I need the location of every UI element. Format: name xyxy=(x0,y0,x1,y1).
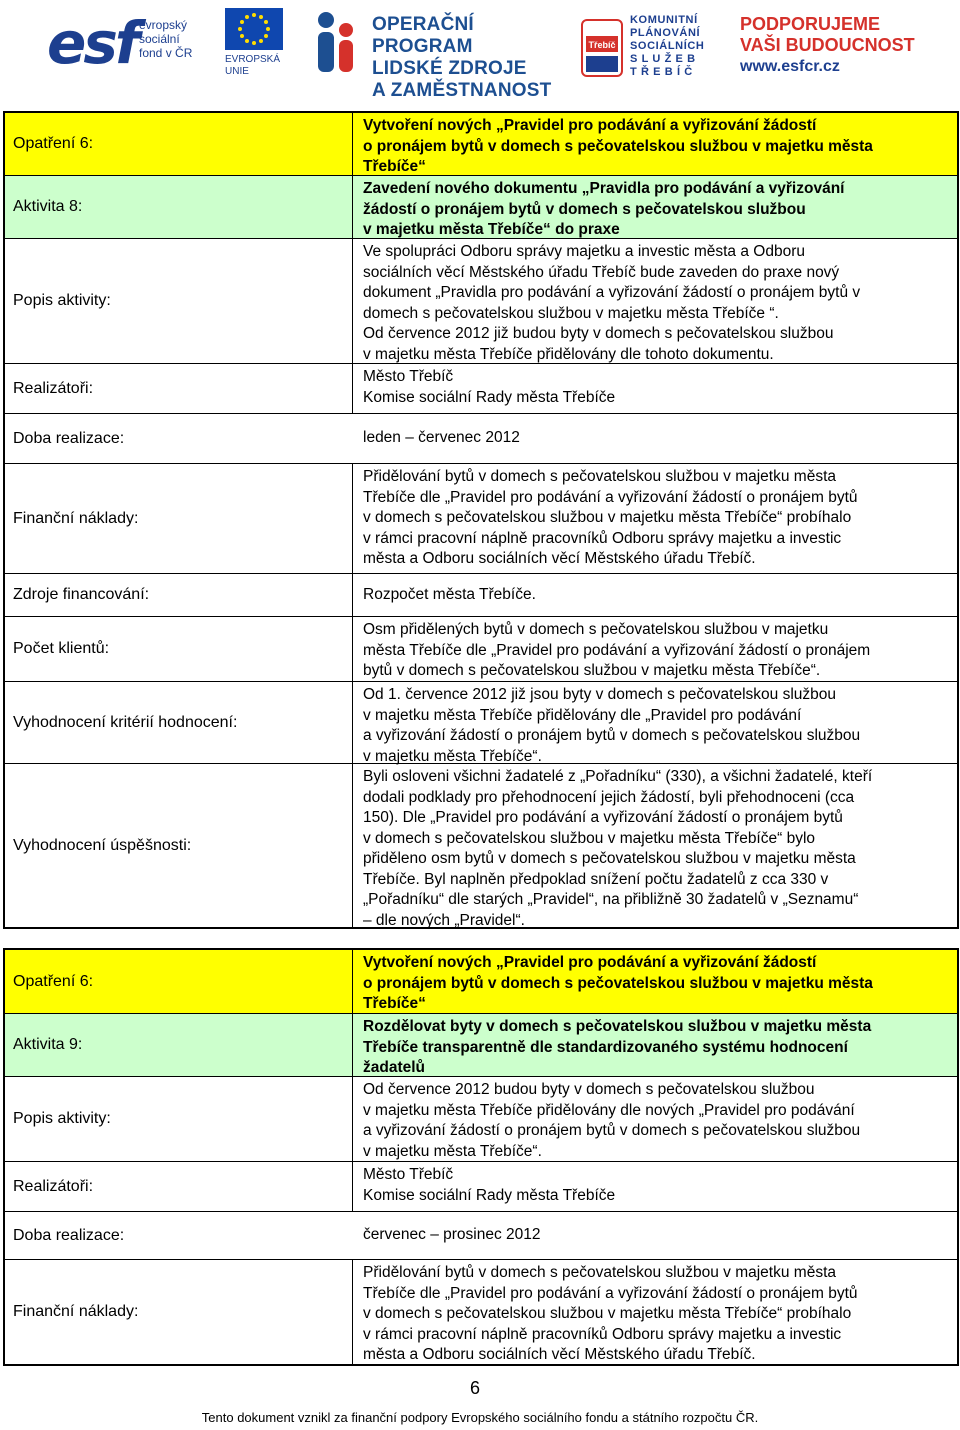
uspesnosti-label: Vyhodnocení úspěšnosti: xyxy=(3,764,353,927)
eu-star-icon xyxy=(252,41,256,45)
doba-value: červenec – prosinec 2012 xyxy=(353,1212,959,1259)
slogan-line2: VAŠI BUDOUCNOST xyxy=(740,35,915,55)
esfcr-link[interactable]: www.esfcr.cz xyxy=(740,58,840,75)
uspesnosti-value: Byli osloveni všichni žadatelé z „Pořadníku“ (330), a všichni žadatelé, kteří dodali podklady pro přehodnocení jejich žádostí, byli přehodnoceni (cca 150). Dle „Pravidel pro podávání a vyřizování žádostí o pronájem bytů v domech s pečovatelskou službou v majetku města Třebíče“ bylo přiděleno osm bytů v domech s pečovatelskou službou v majetku města Třebíče. Byl naplněn předpoklad snížení počtu žadatelů z cca 330 v „Pořadníku“ dle starých „Pravidel“, na přibližně 30 žadatelů v „Seznamu“ – dle nových „Pravidel“. xyxy=(353,764,959,927)
aktivita-label: Aktivita 8: xyxy=(3,176,353,238)
activity-table-8 xyxy=(3,111,959,929)
esf-logo xyxy=(47,6,287,84)
table-row-uspesnosti xyxy=(3,764,959,929)
trebic-badge-icon xyxy=(580,18,624,78)
eu-star-icon xyxy=(259,15,263,19)
doba-value: leden – červenec 2012 xyxy=(353,414,959,463)
eu-star-icon xyxy=(240,20,244,24)
page-number: 6 xyxy=(470,1378,481,1398)
esf-logo-letters: esf xyxy=(47,9,138,77)
eu-star-icon xyxy=(240,34,244,38)
slogan-line1: PODPORUJEME xyxy=(740,14,881,34)
popis-value: Ve spolupráci Odboru správy majetku a investic města a Odboru sociálních věcí Městského úřadu Třebíč bude zaveden do praxe nový dokument „Pravidla pro podávání a vyřizování žádostí o pronájem bytů v domech s pečovatelskou službou v majetku města Třebíče “. Od července 2012 již budou byty v domech s pečovatelskou službou v majetku města Třebíče přidělovány dle tohoto dokumentu. xyxy=(353,239,959,363)
naklady-value: Přidělování bytů v domech s pečovatelskou službou v majetku města Třebíče dle „Pravidel pro podávání a vyřizování žádostí o pronájem bytů v domech s pečovatelskou službou v majetku města Třebíče“ probíhalo v rámci pracovní náplně pracovníků Odboru správy majetku a investic města a Odboru sociálních věcí Městského úřadu Třebíč. xyxy=(353,464,959,573)
opatreni-label: Opatření 6: xyxy=(3,113,353,175)
klientu-value: Osm přidělených bytů v domech s pečovatelskou službou v majetku města Třebíče dle „Pravidel pro podávání a vyřizování žádostí o pronájem bytů v domech s pečovatelskou službou v majetku města Třebíče“. xyxy=(353,617,959,681)
eu-logo-text: EVROPSKÁ UNIE xyxy=(225,54,281,77)
realizatori-value: Město Třebíč Komise sociální Rady města Třebíče xyxy=(353,1162,959,1211)
table-row-naklady xyxy=(3,1260,959,1366)
eu-flag-icon xyxy=(225,8,283,50)
naklady-value: Přidělování bytů v domech s pečovatelskou službou v majetku města Třebíče dle „Pravidel pro podávání a vyřizování žádostí o pronájem bytů v domech s pečovatelskou službou v majetku města Třebíče“ probíhalo v rámci pracovní náplně pracovníků Odboru správy majetku a investic města a Odboru sociálních věcí Městského úřadu Třebíč. xyxy=(353,1260,959,1364)
naklady-label: Finanční náklady: xyxy=(3,1260,353,1364)
table-row-realizatori xyxy=(3,1162,959,1212)
esf-logo-text: evropský sociální fond v ČR xyxy=(139,18,193,60)
table-row-zdroje xyxy=(3,574,959,617)
svg-text:Třebíč: Třebíč xyxy=(588,40,616,50)
popis-value: Od července 2012 budou byty v domech s pečovatelskou službou v majetku města Třebíče přidělovány dle nových „Pravidel pro podávání a vyřizování žádostí o pronájem bytů v domech s pečovatelskou službou v majetku města Třebíče“. xyxy=(353,1077,959,1161)
table-row-popis xyxy=(3,239,959,364)
opatreni-label: Opatření 6: xyxy=(3,950,353,1013)
doba-label: Doba realizace: xyxy=(3,1212,353,1259)
op-logo-text: OPERAČNÍ PROGRAM LIDSKÉ ZDROJE A ZAMĚSTNANOST xyxy=(372,14,552,101)
activity-table-9 xyxy=(3,948,959,1366)
kriterii-value: Od 1. července 2012 již jsou byty v domech s pečovatelskou službou v majetku města Třebíče přidělovány dle „Pravidel pro podávání a vyřizování žádostí o pronájem bytů v domech s pečovatelskou službou v majetku města Třebíče“. xyxy=(353,682,959,763)
klientu-label: Počet klientů: xyxy=(3,617,353,681)
eu-star-icon xyxy=(252,13,256,17)
eu-star-icon xyxy=(238,27,242,31)
aktivita-value: Rozdělovat byty v domech s pečovatelskou službou v majetku města Třebíče transparentně dle standardizovaného systému hodnocení žadatelů xyxy=(353,1014,959,1076)
zdroje-label: Zdroje financování: xyxy=(3,574,353,616)
table-row-popis xyxy=(3,1077,959,1162)
table-row-naklady xyxy=(3,464,959,574)
table-row-aktivita xyxy=(3,176,959,239)
realizatori-label: Realizátoři: xyxy=(3,364,353,413)
table-row-klientu xyxy=(3,617,959,682)
table-row-aktivita xyxy=(3,1014,959,1077)
opatreni-value: Vytvoření nových „Pravidel pro podávání a vyřizování žádostí o pronájem bytů v domech s pečovatelskou službou v majetku města Třebíče“ xyxy=(353,950,959,1013)
table-row-realizatori xyxy=(3,364,959,414)
realizatori-label: Realizátoři: xyxy=(3,1162,353,1211)
kpss-logo xyxy=(580,12,730,84)
eu-star-icon xyxy=(266,27,270,31)
podporujeme-logo xyxy=(740,14,950,84)
op-lzz-logo xyxy=(312,6,562,101)
table-row-kriterii xyxy=(3,682,959,764)
table-row-opatreni xyxy=(3,948,959,1014)
realizatori-value: Město Třebíč Komise sociální Rady města Třebíče xyxy=(353,364,959,413)
zdroje-value: Rozpočet města Třebíče. xyxy=(353,574,959,616)
table-row-doba xyxy=(3,414,959,464)
table-row-doba xyxy=(3,1212,959,1260)
popis-label: Popis aktivity: xyxy=(3,239,353,363)
logo-header xyxy=(0,0,960,101)
naklady-label: Finanční náklady: xyxy=(3,464,353,573)
op-people-icon xyxy=(312,8,360,78)
popis-label: Popis aktivity: xyxy=(3,1077,353,1161)
aktivita-label: Aktivita 9: xyxy=(3,1014,353,1076)
opatreni-value: Vytvoření nových „Pravidel pro podávání a vyřizování žádostí o pronájem bytů v domech s pečovatelskou službou v majetku města Třebíče“ xyxy=(353,113,959,175)
kriterii-label: Vyhodnocení kritérií hodnocení: xyxy=(3,682,353,763)
eu-star-icon xyxy=(245,15,249,19)
kpss-logo-text: KOMUNITNÍ PLÁNOVÁNÍ SOCIÁLNÍCH S L U Ž E B T Ř E B Í Č xyxy=(630,14,705,78)
eu-star-icon xyxy=(264,34,268,38)
aktivita-value: Zavedení nového dokumentu „Pravidla pro podávání a vyřizování žádostí o pronájem bytů v domech s pečovatelskou službou v majetku města Třebíče“ do praxe xyxy=(353,176,959,238)
eu-star-icon xyxy=(245,39,249,43)
eu-star-icon xyxy=(259,39,263,43)
eu-star-icon xyxy=(264,20,268,24)
footer-text: Tento dokument vznikl za finanční podpory Evropského sociálního fondu a státního rozpočtu ČR. xyxy=(201,1410,759,1425)
doba-label: Doba realizace: xyxy=(3,414,353,463)
table-row-opatreni xyxy=(3,111,959,176)
